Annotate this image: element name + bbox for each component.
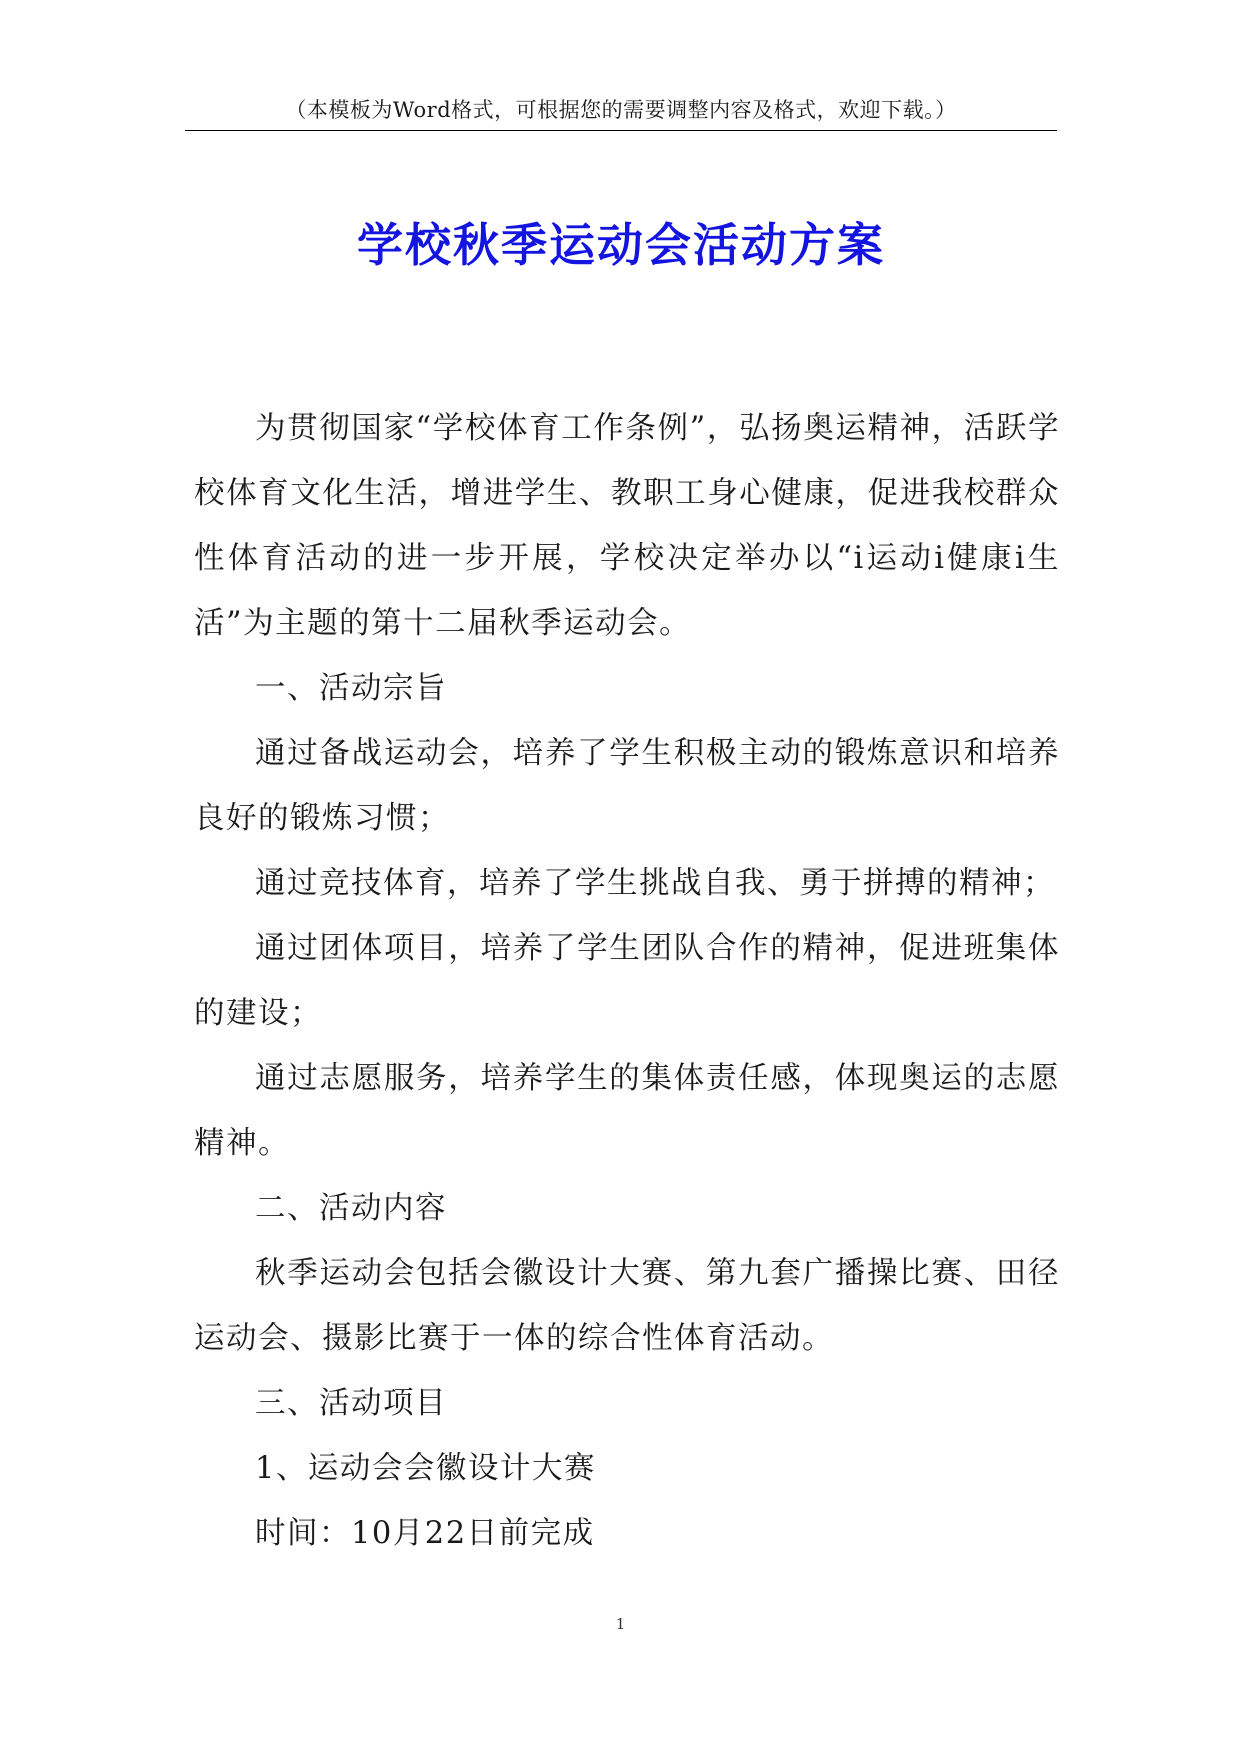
section-heading-items: 三、活动项目 [255, 1386, 447, 1421]
section-heading-content: 二、活动内容 [255, 1191, 447, 1226]
paragraph-purpose-3: 通过团体项目，培养了学生团队合作的精神，促进班集体的建设； [194, 931, 1060, 1031]
section-heading-purpose: 一、活动宗旨 [255, 671, 447, 706]
header-note: （本模板为Word格式，可根据您的需要调整内容及格式，欢迎下载。） [285, 98, 957, 122]
paragraph-purpose-2: 通过竞技体育，培养了学生挑战自我、勇于拼搏的精神； [255, 866, 1055, 901]
paragraph-content: 秋季运动会包括会徽设计大赛、第九套广播操比赛、田径运动会、摄影比赛于一体的综合性体育活动。 [194, 1256, 1060, 1356]
paragraph-purpose-4: 通过志愿服务，培养学生的集体责任感，体现奥运的志愿精神。 [194, 1061, 1060, 1161]
item-time: 时间：10月22日前完成 [255, 1516, 595, 1551]
item-heading-emblem-contest: 1、运动会会徽设计大赛 [255, 1451, 596, 1486]
paragraph-purpose-1: 通过备战运动会，培养了学生积极主动的锻炼意识和培养良好的锻炼习惯； [194, 736, 1060, 836]
page-number: 1 [615, 1615, 626, 1633]
paragraph-intro: 为贯彻国家“学校体育工作条例”，弘扬奥运精神，活跃学校体育文化生活，增进学生、教职工身心健康，促进我校群众性体育活动的进一步开展，学校决定举办以“i运动i健康i生活”为主题的第十二届秋季运动会。 [194, 411, 1060, 641]
header-divider [185, 130, 1057, 131]
document-title: 学校秋季运动会活动方案 [357, 218, 885, 272]
document-body [194, 396, 1060, 1566]
